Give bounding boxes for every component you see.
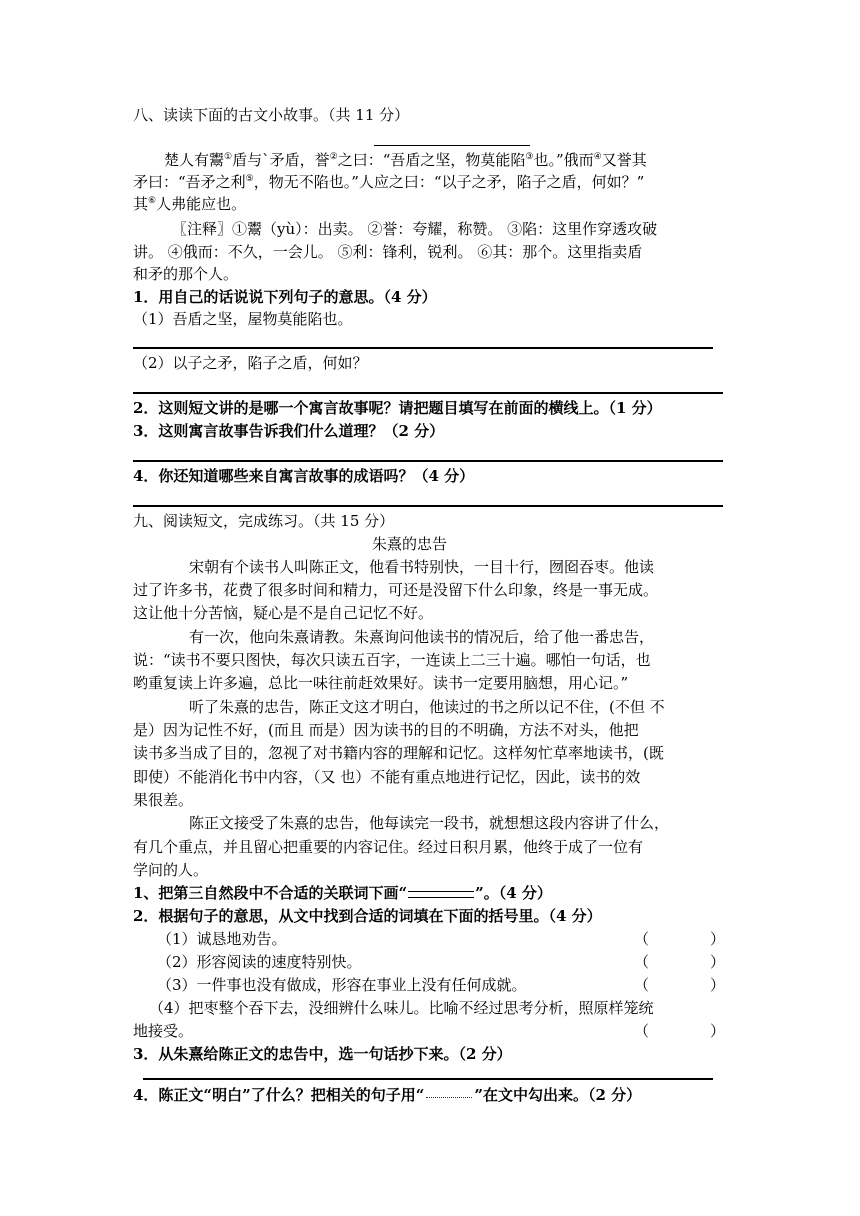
answer-paren-open: （: [634, 1022, 650, 1040]
story-line-2: 矛曰：“吾矛之利⑤，物无不陷也。”人应之曰：“以子之矛，陷子之盾，何如？”: [133, 173, 645, 191]
answer-line[interactable]: [143, 1078, 713, 1080]
s9-question-2-item-4-cont: 地接受。: [133, 1022, 194, 1040]
article-line: 说：“读书不要只图快，每次只读五百字，一连读上二三十遍。哪怕一句话，也: [133, 651, 651, 669]
notes-line-3: 和矛的那个人。: [133, 265, 239, 283]
article-line: 果很差。: [133, 791, 194, 809]
notes-line-2: 讲。 ④俄而：不久，一会儿。 ⑤利：锋利，锐利。 ⑥其：那个。这里指卖盾: [133, 243, 643, 261]
answer-paren-close: ）: [710, 953, 726, 971]
s9-question-2-item: （3）一件事也没有做成，形容在事业上没有任何成就。: [157, 976, 527, 994]
s9-question-2-item: （2）形容阅读的速度特别快。: [157, 953, 362, 971]
answer-paren-open: （: [634, 930, 650, 948]
answer-paren-close: ）: [710, 976, 726, 994]
article-line: 宋朝有个读书人叫陈正文，他看书特别快，一目十行，囫囵吞枣。他读: [189, 558, 655, 576]
article-line: 有几个重点，并且留心把重要的内容记住。经过日积月累，他终于成了一位有: [133, 838, 644, 856]
article-line: 学问的人。: [133, 861, 209, 879]
answer-line[interactable]: [133, 347, 713, 349]
wavy-underline-sample: [426, 1094, 472, 1098]
article-line: 即使）不能消化书中内容，（又 也）不能有重点地进行记忆，因此，读书的效: [133, 768, 641, 786]
answer-line[interactable]: [133, 392, 723, 394]
s9-question-2-item-4: （4）把枣整个吞下去，没细辨什么味儿。比喻不经过思考分析，照原样笼统: [149, 999, 654, 1017]
article-line: 哟重复读上许多遍，总比一味往前赶效果好。读书一定要用脑想，用心记。”: [133, 674, 629, 692]
s8-question-3: 3．这则寓言故事告诉我们什么道理？（2 分）: [133, 422, 445, 440]
answer-paren-close: ）: [710, 1022, 726, 1040]
article-line: 这让他十分苦恼，疑心是不是自己记忆不好。: [133, 604, 434, 622]
section8-heading: 八、读读下面的古文小故事。（共 11 分）: [133, 106, 410, 124]
s8-question-1-1: （1）吾盾之坚，屋物莫能陷也。: [133, 310, 353, 328]
article-line: 是）因为记性不好，(而且 而是）因为读书的目的不明确，方法不对头，他把: [133, 721, 639, 739]
s9-question-2: 2．根据句子的意思，从文中找到合适的词填在下面的括号里。（4 分）: [133, 907, 602, 925]
article-line: 听了朱熹的忠告，陈正文这才明白，他读过的书之所以记不住，(不但 不: [189, 698, 665, 716]
notes-line-1: 〖注释〗①鬻（yù）：出卖。 ②誉：夸耀，称赞。 ③陷：这里作穿透攻破: [172, 220, 658, 238]
answer-paren-open: （: [634, 953, 650, 971]
double-underline-sample: [408, 891, 474, 898]
s9-question-3: 3．从朱熹给陈正文的忠告中，选一句话抄下来。（2 分）: [133, 1045, 512, 1063]
s8-question-2: 2．这则短文讲的是哪一个寓言故事呢？请把题目填写在前面的横线上。（1 分）: [133, 399, 662, 417]
title-blank-line: [374, 145, 530, 146]
article-line: 陈正文接受了朱熹的忠告，他每读完一段书，就想想这段内容讲了什么，: [189, 814, 670, 832]
article-line: 过了许多书，花费了很多时间和精力，可还是没留下什么印象，终是一事无成。: [133, 581, 659, 599]
answer-line[interactable]: [133, 460, 723, 462]
s8-question-4: 4．你还知道哪些来自寓言故事的成语吗？（4 分）: [133, 467, 475, 485]
story-line-3: 其⑥人弗能应也。: [133, 195, 247, 213]
story-line-1: 楚人有鬻①盾与`矛盾，誉②之曰：“吾盾之坚，物莫能陷③也。”俄而④又誉其: [164, 151, 647, 169]
article-line: 有一次，他向朱熹请教。朱熹询问他读书的情况后，给了他一番忠告，: [189, 628, 655, 646]
s8-question-1-2: （2）以子之矛，陷子之盾，何如？: [133, 354, 368, 372]
s9-question-2-item: （1）诚恳地劝告。: [157, 930, 287, 948]
article-line: 读书多当成了目的，忽视了对书籍内容的理解和记忆。这样匆忙草率地读书，(既: [133, 744, 664, 762]
answer-paren-open: （: [634, 976, 650, 994]
s9-question-4: 4．陈正文“明白”了什么？把相关的句子用“ ”在文中勾出来。（2 分）: [133, 1086, 642, 1104]
section9-heading: 九、阅读短文，完成练习。（共 15 分）: [133, 512, 395, 530]
s9-question-1: 1、把第三自然段中不合适的关联词下画“ ”。（4 分）: [133, 884, 552, 902]
article-title: 朱熹的忠告: [372, 535, 448, 553]
answer-paren-close: ）: [710, 930, 726, 948]
s8-question-1: 1．用自己的话说说下列句子的意思。（4 分）: [133, 288, 437, 306]
answer-line[interactable]: [133, 505, 723, 507]
